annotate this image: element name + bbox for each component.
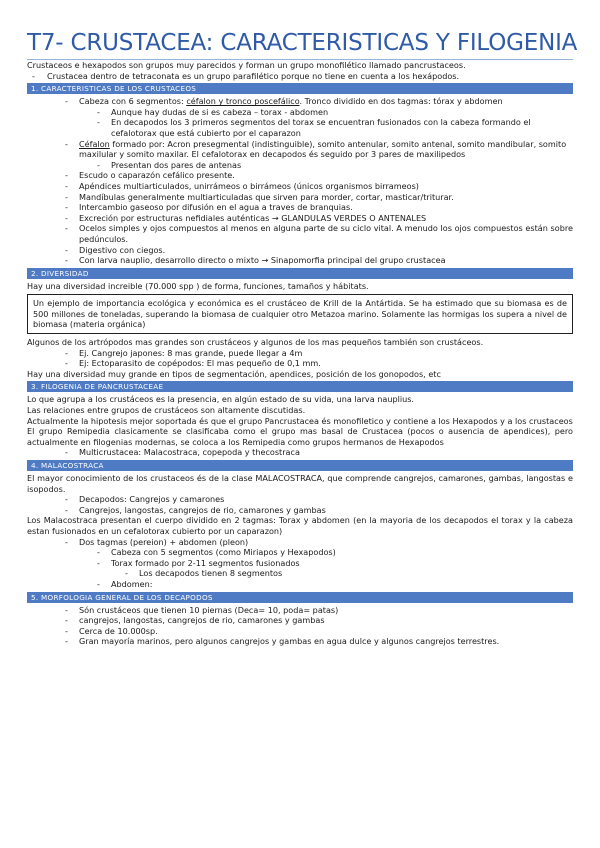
document-body xyxy=(27,60,573,647)
section-heading-1: 1. CARACTERISTICAS DE LOS CRUSTACEOS xyxy=(27,83,573,94)
s1-item: - Con larva nauplio, desarrollo directo o mixto → Sinapomorfia principal del grupo crustacea xyxy=(27,255,573,266)
s2-intro: Hay una diversidad increible (70.000 spp ) de forma, funciones, tamaños y hábitats. xyxy=(27,280,369,291)
s3-bullet: - Multicrustacea: Malacostraca, copepoda y thecostraca xyxy=(27,447,573,458)
s1-item: - Digestivo con ciegos. xyxy=(27,245,573,256)
s1-cabeza-pre: Cabeza con 6 segmentos: xyxy=(79,96,187,107)
s1-item: - Excreción por estructuras nefidiales auténticas → GLANDULAS VERDES O ANTENALES xyxy=(27,213,573,224)
s3-line: Lo que agrupa a los crustáceos es la presencia, en algún estado de su vida, una larva nauplius. xyxy=(27,394,415,405)
s4-bullet-1: - Decapodos: Cangrejos y camarones xyxy=(27,494,573,505)
s1-cabeza-underlined: céfalon y tronco poscefálico xyxy=(186,96,300,107)
s4-paragraph-2: Los Malacostraca presentan el cuerpo dividido en 2 tagmas: Torax y abdomen (en la mayoria de los decapodos el torax y la cabeza estan fusionados en un cefalotorax cubierto por un caparazon) xyxy=(27,515,573,536)
s5-item: - Gran mayoría marinos, pero algunos cangrejos y gambas en agua dulce y algunos cangrejos terrestres. xyxy=(27,636,573,647)
s1-item: - Escudo o caparazón cefálico presente. xyxy=(27,170,573,181)
s5-item: - Cerca de 10.000sp. xyxy=(27,626,573,637)
s1-item: - Intercambio gaseoso por difusión en el agua a traves de branquias. xyxy=(27,202,573,213)
s2-example-1: - Ej. Cangrejo japones: 8 mas grande, puede llegar a 4m xyxy=(27,348,573,359)
s2-example-2: - Ej: Ectoparasito de copépodos: El mas pequeño de 0,1 mm. xyxy=(27,358,573,369)
s4-tagma-3: - Torax formado por 2-11 segmentos fusionados xyxy=(27,558,573,569)
s2-after: Algunos de los artrópodos mas grandes son crustáceos y algunos de los mas pequeños también son crustáceos. xyxy=(27,337,484,348)
s1-cabeza-sub-2: - En decapodos los 3 primeros segmentos del torax se encuentran fusionados con la cabeza formando el cefalotorax que está cubierto por el caparazon xyxy=(27,117,573,138)
section-heading-4: 4. MALACOSTRACA xyxy=(27,460,573,471)
s4-bullet-2: - Cangrejos, langostas, cangrejos de rio, camarones y gambas xyxy=(27,505,573,516)
page-title: T7- CRUSTACEA: CARACTERISTICAS Y FILOGENIA xyxy=(27,30,578,56)
s1-item: - Mandíbulas generalmente multiarticuladas que sirven para morder, cortar, masticar/triturar. xyxy=(27,192,573,203)
s5-item: - cangrejos, langostas, cangrejos de rio, camarones y gambas xyxy=(27,615,573,626)
s5-item: - Són crustáceos que tienen 10 piernas (Deca= 10, poda= patas) xyxy=(27,605,573,616)
intro-line: Crustaceos e hexapodos son grupos muy parecidos y forman un grupo monofilético llamado pancrustaceos. xyxy=(27,60,466,70)
s2-krill-box: Un ejemplo de importancia ecológica y económica es el crustáceo de Krill de la Antártida. Se ha estimado que su biomasa es de 500 millones de toneladas, superando la biomasa de cualquier otro Metazoa marino. Solamente las hormigas los supera a nivel de biomasa (materia orgánica) xyxy=(27,294,573,334)
s4-tagma-1: - Dos tagmas (pereion) + abdomen (pleon) xyxy=(27,537,573,548)
s4-tagma-5: - Abdomen: xyxy=(27,579,573,590)
s1-cefalon-item xyxy=(27,139,573,160)
s1-item: - Apéndices multiarticulados, unirrámeos o birrámeos (únicos organismos birrameos) xyxy=(27,181,573,192)
section-heading-3: 3. FILOGENIA DE PANCRUSTACEAE xyxy=(27,381,573,392)
s4-paragraph-1: El mayor conocimiento de los crustaceos és de la clase MALACOSTRACA, que comprende cangrejos, camarones, gambas, langostas e isopodos. xyxy=(27,473,573,494)
s3-line: Las relaciones entre grupos de crustáceos son altamente discutidas. xyxy=(27,405,306,416)
section-heading-2: 2. DIVERSIDAD xyxy=(27,268,573,279)
s1-cabeza-post: . Tronco dividido en dos tagmas: tórax y abdomen xyxy=(299,96,503,107)
s1-cabeza-sub-1: - Aunque hay dudas de si es cabeza – torax - abdomen xyxy=(27,107,573,118)
s2-last: Hay una diversidad muy grande en tipos de segmentación, apendices, posición de los gonopodos, etc xyxy=(27,368,441,379)
section-heading-5: 5. MORFOLOGIA GENERAL DE LOS DECAPODOS xyxy=(27,592,573,603)
s1-cabeza-item xyxy=(27,96,573,107)
s3-line: El grupo Remipedia clasicamente se clasificaba como el grupo mas basal de Crustacea (pocos o ausencia de apendices), pero actualmente en filogenias modernas, se coloca a los Remipedia como grupos hermanos de Hexapodos xyxy=(27,426,573,447)
s1-item: - Ocelos simples y ojos compuestos al menos en alguna parte de su ciclo vital. A menudo los ojos compuestos están sobre pedúnculos. xyxy=(27,223,573,244)
s1-cefalon-sub: - Presentan dos pares de antenas xyxy=(27,160,573,171)
s4-tagma-2: - Cabeza con 5 segmentos (como Miriapos y Hexapodos) xyxy=(27,547,573,558)
s3-line: Actualmente la hipotesis mejor soportada és que el grupo Pancrustacea és monofiletico y contiene a los Hexapodos y a los crustaceos xyxy=(27,415,573,426)
s1-cefalon-underlined: Céfalon xyxy=(79,138,110,149)
s4-tagma-4: - Los decapodos tienen 8 segmentos xyxy=(27,568,573,579)
s1-cefalon-rest: formado por: Acron presegmental (indistinguible), somito antenular, somito antenal, somito mandibular, somito maxilular y somito maxilar. El cefalotorax en decapodos és seguido por 3 pares de maxilipedos xyxy=(79,138,567,160)
intro-bullet: - Crustacea dentro de tetraconata es un grupo parafilético porque no tiene en cuenta a los hexápodos. xyxy=(27,71,573,82)
